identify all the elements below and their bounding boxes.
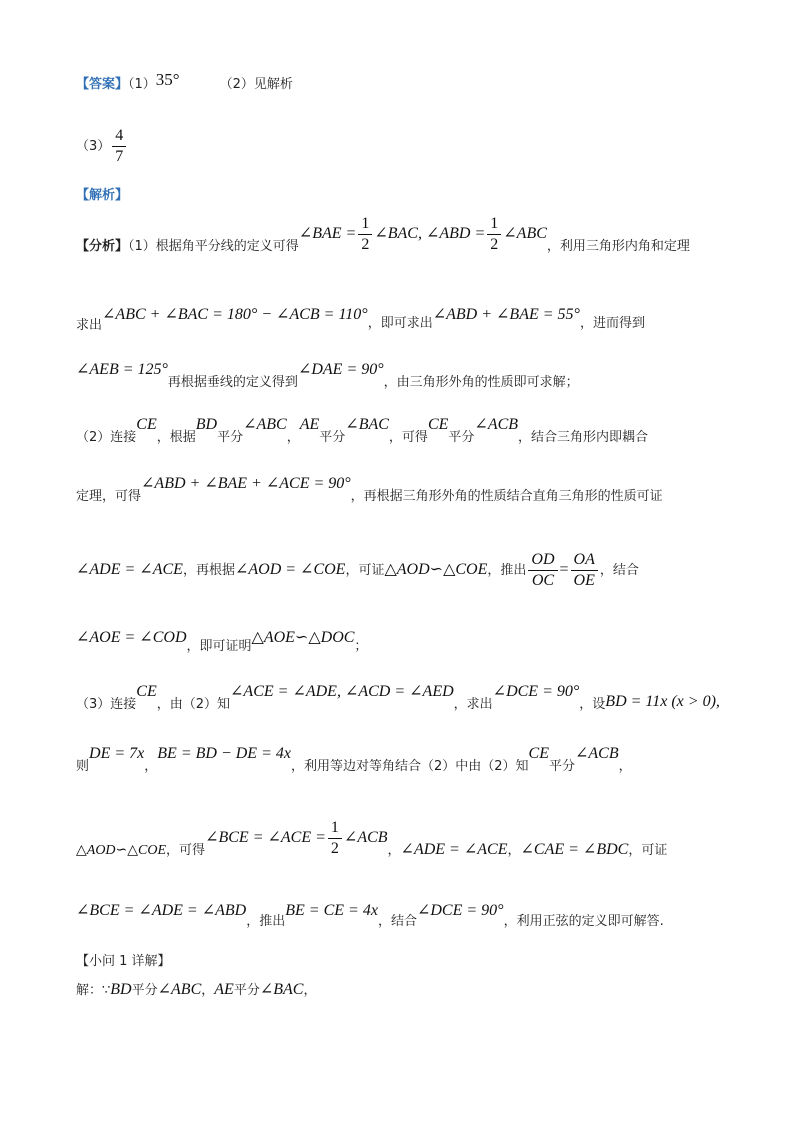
math-expr: ∠DAE = 90° xyxy=(297,361,384,378)
analysis-line-8 xyxy=(76,682,720,712)
fenxi-tag: 【分析】 xyxy=(76,239,129,254)
text: ，可证 xyxy=(628,843,668,858)
text: ， xyxy=(303,983,317,998)
text: ，即可求出 xyxy=(367,316,433,331)
math-expr: BD xyxy=(110,981,132,998)
fraction-numerator: 4 xyxy=(112,128,126,147)
text: ，可得 xyxy=(166,843,206,858)
math-expr: BE = CE = 4x xyxy=(285,902,378,919)
math-expr: ∠ACE = ∠ADE, ∠ACD = ∠AED xyxy=(230,683,454,700)
text: ； xyxy=(354,639,368,654)
math-expr: ∠ABD + ∠BAE = 55° xyxy=(432,306,580,323)
text: ，利用等边对等角结合（2）中由（2）知 xyxy=(290,759,529,774)
analysis-line-7 xyxy=(76,628,368,654)
fraction-numerator: 1 xyxy=(358,216,372,235)
answer-part2-label: （2）见解析 xyxy=(219,77,293,92)
text: 解：∵ xyxy=(76,983,111,998)
sub-question-1-heading: 【小问 1 详解】 xyxy=(76,954,171,969)
text: 定理，可得 xyxy=(76,489,142,504)
text: ， xyxy=(201,983,215,998)
text: ，由（2）知 xyxy=(156,697,231,712)
text: 平分 xyxy=(319,430,346,445)
text: ， xyxy=(144,759,158,774)
math-expr: ∠BCE = ∠ADE = ∠ABD xyxy=(76,902,247,919)
text: ， xyxy=(507,843,521,858)
math-expr: CE xyxy=(427,416,449,433)
fraction xyxy=(487,216,501,253)
text: 求出 xyxy=(76,318,103,333)
analysis-line-2 xyxy=(76,305,645,333)
text: ， xyxy=(286,430,300,445)
fraction-denominator: OC xyxy=(531,572,555,589)
text: ，推出 xyxy=(246,914,286,929)
text: 则 xyxy=(76,759,90,774)
analysis-line-5 xyxy=(76,474,663,504)
answer-part3-fraction xyxy=(112,128,126,165)
math-expr: AE xyxy=(214,981,234,998)
math-expr: ∠BAC xyxy=(345,416,389,433)
text: ，结合三角形内即耦合 xyxy=(518,430,649,445)
text: ，可证 xyxy=(345,563,385,578)
text: ，再根据 xyxy=(182,563,235,578)
answer-part1-label: （1） xyxy=(128,77,156,92)
text: ， xyxy=(618,759,632,774)
answer-line-1 xyxy=(76,70,293,95)
math-expr: ∠BAE = xyxy=(298,225,357,242)
math-expr: ∠BAC xyxy=(259,981,304,998)
math-expr: ∠AOD = ∠COE xyxy=(234,561,346,578)
text: ，求出 xyxy=(453,697,493,712)
text: ，根据 xyxy=(156,430,196,445)
fraction xyxy=(328,820,342,857)
math-expr: ∠ABC xyxy=(503,225,547,242)
fraction xyxy=(571,552,598,589)
math-expr: ∠ADE = ∠ACE xyxy=(400,841,508,858)
analysis-line-6 xyxy=(76,552,639,589)
text: ， xyxy=(387,843,401,858)
fraction-denominator: 2 xyxy=(490,236,499,253)
text: 平分 xyxy=(448,430,475,445)
math-expr: ∠ACB xyxy=(574,745,619,762)
analysis-line-10 xyxy=(76,819,668,869)
math-expr: △AOD∽△COE xyxy=(384,561,488,578)
text: 平分 xyxy=(233,983,260,998)
fraction-numerator: 1 xyxy=(487,216,501,235)
text: 平分 xyxy=(548,759,575,774)
math-expr: ∠ABC xyxy=(243,416,287,433)
fraction-numerator: OA xyxy=(571,552,598,571)
math-expr: ∠ABD + ∠BAE + ∠ACE = 90° xyxy=(141,475,351,492)
fraction-denominator: 2 xyxy=(330,840,339,857)
math-expr: ∠AOE = ∠COD xyxy=(76,629,187,646)
text: 再根据垂线的定义得到 xyxy=(167,375,298,390)
math-expr: ∠ABC + ∠BAC = 180° − ∠ACB = 110° xyxy=(102,306,368,323)
fraction-numerator: 1 xyxy=(328,820,342,839)
text: ，结合 xyxy=(599,563,639,578)
math-expr: △AOD∽△COE xyxy=(76,843,167,858)
math-expr: ∠DCE = 90° xyxy=(416,902,504,919)
math-expr: BD = 11x (x > 0), xyxy=(605,693,720,710)
fraction-denominator: OE xyxy=(573,572,595,589)
math-expr: BD xyxy=(195,416,218,433)
math-expr: ∠ACB xyxy=(343,829,388,846)
math-expr: CE xyxy=(136,683,157,700)
analysis-line-1 xyxy=(76,215,690,265)
text: ，推出 xyxy=(487,563,527,578)
math-expr: BE = BD − DE = 4x xyxy=(157,745,291,762)
sub-question-1-line xyxy=(76,980,316,1001)
math-expr: ∠AEB = 125° xyxy=(76,361,168,378)
analysis-line-3 xyxy=(76,360,579,390)
fraction-denominator: 2 xyxy=(361,236,370,253)
math-expr: ∠ACB xyxy=(474,416,519,433)
fraction xyxy=(528,552,557,589)
text: （1）根据角平分线的定义可得 xyxy=(128,239,299,254)
text: 平分 xyxy=(217,430,244,445)
math-expr: DE = 7x xyxy=(89,745,145,762)
fraction-denominator: 7 xyxy=(115,148,124,165)
text: 平分 xyxy=(131,983,158,998)
text: （3）连接 xyxy=(76,697,137,712)
text: ，即可证明 xyxy=(186,639,252,654)
analysis-tag: 【解析】 xyxy=(76,188,129,203)
answer-part3-label: （3） xyxy=(76,139,111,154)
text: ，设 xyxy=(579,697,606,712)
math-expr: AE xyxy=(299,416,320,433)
answer-line-2 xyxy=(76,128,128,165)
text: ，可得 xyxy=(388,430,428,445)
math-expr: ∠DCE = 90° xyxy=(492,683,580,700)
answer-part1-value: 35° xyxy=(155,70,180,89)
answer-tag: 【答案】 xyxy=(76,77,129,92)
text: ，结合 xyxy=(377,914,417,929)
text: ，利用正弦的定义即可解答. xyxy=(503,914,664,929)
fraction xyxy=(358,216,372,253)
math-expr: CE xyxy=(528,745,549,762)
text: ，由三角形外角的性质即可求解； xyxy=(383,375,579,390)
math-expr: ∠BAC, ∠ABD = xyxy=(374,225,486,242)
text: ，进而得到 xyxy=(579,316,645,331)
fraction-numerator: OD xyxy=(528,552,557,571)
text: （2）连接 xyxy=(76,430,137,445)
math-expr: △AOE∽△DOC xyxy=(251,629,355,646)
analysis-line-9 xyxy=(76,744,632,774)
math-expr: ∠BCE = ∠ACE = xyxy=(205,829,326,846)
math-expr: CE xyxy=(136,416,157,433)
analysis-line-11 xyxy=(76,901,664,929)
text: ，利用三角形内角和定理 xyxy=(546,239,690,254)
math-expr: ∠CAE = ∠BDC xyxy=(520,841,629,858)
math-expr: ∠ADE = ∠ACE xyxy=(76,561,183,578)
text: ，再根据三角形外角的性质结合直角三角形的性质可证 xyxy=(350,489,663,504)
equals-sign: = xyxy=(559,561,569,578)
analysis-line-4 xyxy=(76,415,649,445)
math-expr: ∠ABC xyxy=(157,981,202,998)
